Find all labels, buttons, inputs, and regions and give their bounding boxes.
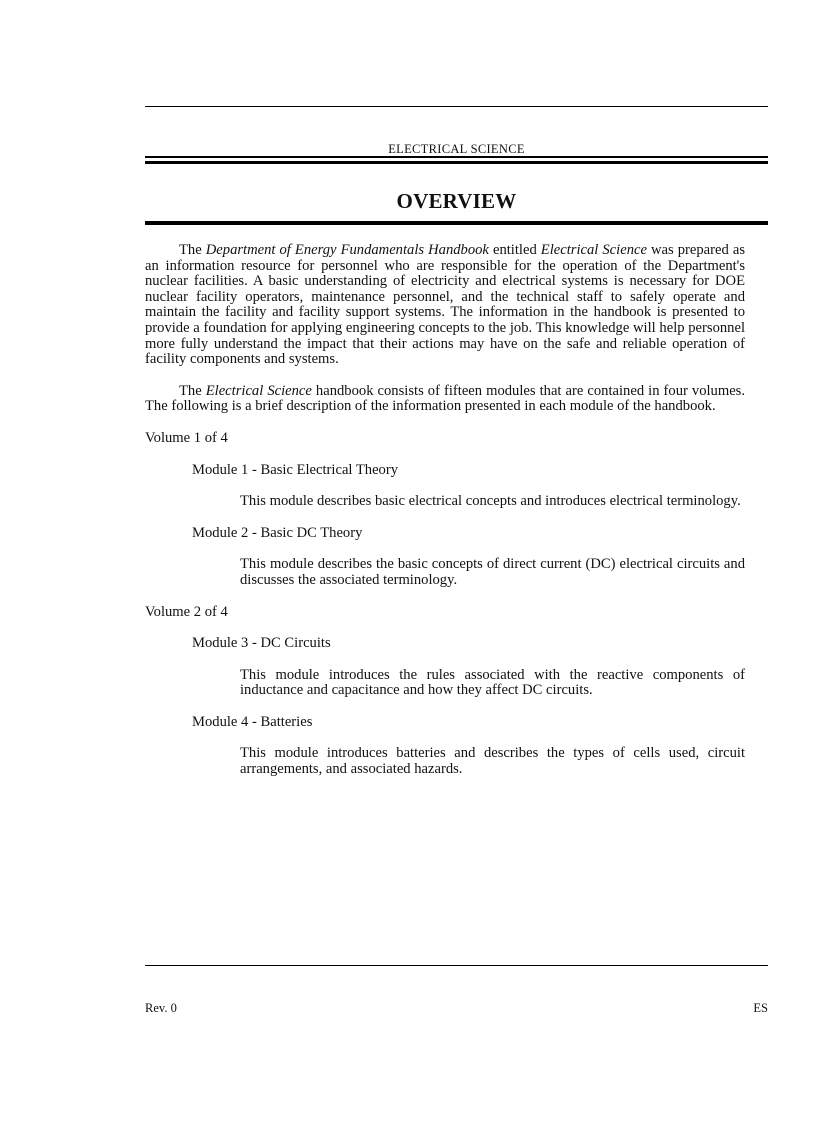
header-rule: [145, 156, 768, 158]
text-run: handbook consists of fifteen modules that are contained in four volumes. The following is a brief description of the information presented in each module of the handbook.: [145, 382, 746, 415]
module-description: This module describes basic electrical concepts and introduces electrical terminology.: [240, 493, 741, 510]
handbook-name: Department of Energy Fundamentals Handbook: [205, 242, 489, 258]
module-title: Module 4 - Batteries: [192, 713, 313, 730]
text-run: The: [179, 382, 206, 399]
module-title: Module 2 - Basic DC Theory: [192, 524, 363, 541]
module-description: This module introduces the rules associated with the reactive components of inductance and capacitance and how they affect DC circuits.: [240, 666, 745, 699]
footer-revision: Rev. 0: [145, 1001, 177, 1015]
volume-label: Volume 2 of 4: [145, 603, 228, 620]
top-rule: [145, 106, 768, 107]
module-title: Module 3 - DC Circuits: [192, 635, 331, 652]
header-rule-thick: [145, 161, 768, 164]
handbook-title: Electrical Science: [205, 382, 312, 399]
intro-paragraph-2: [145, 384, 745, 415]
page-title: OVERVIEW: [396, 189, 517, 213]
text-run: entitled: [488, 242, 541, 258]
text-run: was prepared as an information resource for personnel who are responsible for the operation of the Department's nuclear facilities. A basic understanding of electricity and electrical systems is necessary for DOE nuclear facility operators, maintenance personnel, and the technical staff to safely operate and maintain the facility and facility support systems. The information in the handbook is presented to provide a foundation for applying engineering concepts to the job. This knowledge will help personnel more fully understand the impact that their actions may have on the safe and reliable operation of facility components and systems.: [145, 242, 745, 368]
handbook-title: Electrical Science: [540, 242, 647, 258]
document-body: [145, 243, 745, 794]
volume-label: Volume 1 of 4: [145, 429, 228, 446]
footer-code: ES: [753, 1001, 768, 1015]
module-description: This module describes the basic concepts of direct current (DC) electrical circuits and discusses the associated terminology.: [240, 556, 745, 588]
footer-rule: [145, 965, 768, 966]
module-title: Module 1 - Basic Electrical Theory: [192, 461, 399, 478]
running-header: ELECTRICAL SCIENCE: [388, 142, 525, 156]
text-run: The: [179, 242, 206, 258]
title-rule: [145, 221, 768, 225]
intro-paragraph-1: [145, 243, 745, 368]
module-description: This module introduces batteries and describes the types of cells used, circuit arrangements, and associated hazards.: [240, 745, 745, 778]
